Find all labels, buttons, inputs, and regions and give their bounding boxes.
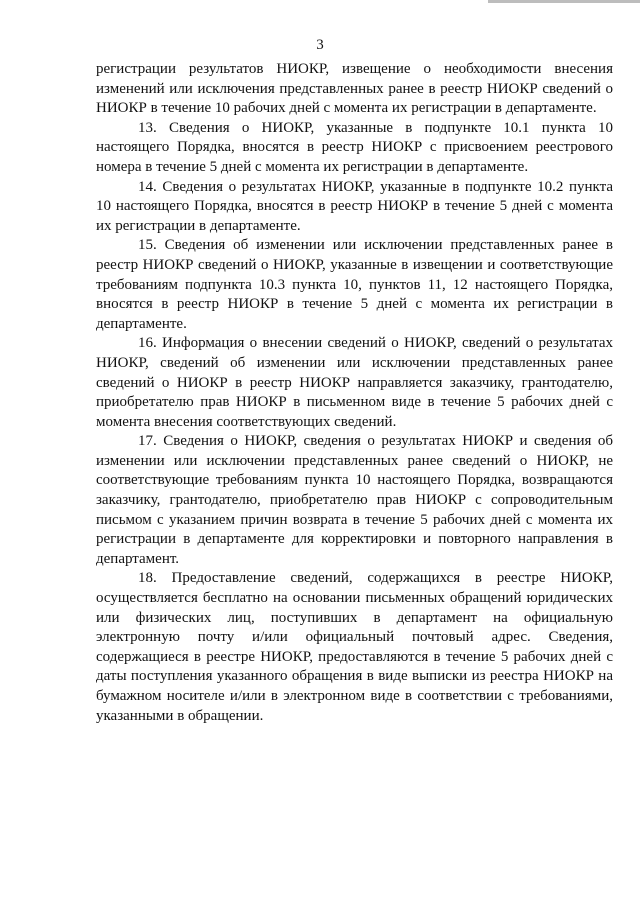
paragraph-14: 14. Сведения о результатах НИОКР, указанные в подпункте 10.2 пункта 10 настоящего Порядка, вносятся в реестр НИОКР в течение 5 дней с момента их регистрации в департаменте. [96, 178, 613, 234]
paragraph-16: 16. Информация о внесении сведений о НИОКР, сведений о результатах НИОКР, сведений об изменении или исключении представленных ранее сведений о НИОКР в реестр НИОКР направляется заказчику, грантодателю, приобретателю прав НИОКР в письменном виде в течение 5 рабочих дней с момента внесения соответствующих сведений. [96, 335, 613, 430]
paragraph-13: 13. Сведения о НИОКР, указанные в подпункте 10.1 пункта 10 настоящего Порядка, вносятся в реестр НИОКР с присвоением реестрового номера в течение 5 дней с момента их регистрации в департаменте. [96, 119, 613, 175]
document-body [96, 60, 613, 726]
paragraph-15: 15. Сведения об изменении или исключении представленных ранее в реестр НИОКР сведений о НИОКР, указанные в извещении и соответствующие требованиям подпункта 10.3 пункта 10, пунктов 11, 12 настоящего Порядка, вносятся в реестр НИОКР в течение 5 дней с момента их регистрации в департаменте. [96, 237, 613, 332]
paragraph-18: 18. Предоставление сведений, содержащихся в реестре НИОКР, осуществляется бесплатно на основании письменных обращений юридических или физических лиц, поступивших в департамент на официальную электронную почту и/или официальный почтовый адрес. Сведения, содержащиеся в реестре НИОКР, предоставляются в течение 5 рабочих дней с даты поступления указанного обращения в виде выписки из реестра НИОКР на бумажном носителе и/или в электронном виде в соответствии с требованиями, указанными в обращении. [96, 570, 613, 724]
scan-edge-mark [488, 0, 640, 3]
page-number: 3 [316, 37, 324, 53]
paragraph-continuation: регистрации результатов НИОКР, извещение о необходимости внесения изменений или исключения представленных ранее в реестр НИОКР сведений о НИОКР в течение 10 рабочих дней с момента их регистрации в департаменте. [96, 61, 613, 117]
paragraph-17: 17. Сведения о НИОКР, сведения о результатах НИОКР и сведения об изменении или исключении представленных ранее сведений о НИОКР, не соответствующие требованиям пункта 10 настоящего Порядка, возвращаются заказчику, грантодателю, приобретателю прав НИОКР с сопроводительным письмом с указанием причин возврата в течение 5 рабочих дней с момента их регистрации в департаменте для корректировки и повторного направления в департамент. [96, 433, 613, 567]
